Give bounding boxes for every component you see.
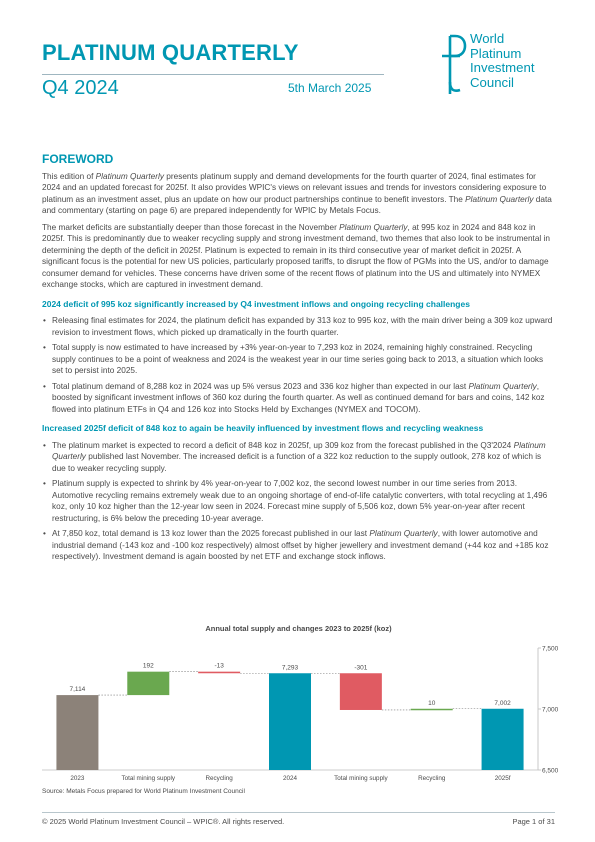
text-run: Total platinum demand of 8,288 koz in 2024 was up 5% versus 2023 and 336 koz higher than expected in our last [52,381,469,391]
main-content [42,154,555,567]
text-run: published last November. The increased deficit is a function of a 322 koz reduction to the supply outlook, 278 koz of which is due to weaker recycling supply. [52,452,542,473]
foreword-paragraph-1 [42,171,555,217]
foreword-heading: FOREWORD [42,152,114,166]
wpic-logo [440,30,570,108]
bar-value-label: 10 [428,699,436,707]
bullet-item: • Platinum supply is expected to shrink by 4% year-on-year to 7,002 koz, the second lowest number in our time series from 2013. Automotive recycling remains extremely weak due to an ongoing shortage of end-of-life catalytic converters, with total recycling at 1,496 koz, only 10 koz higher than the 12-year low seen in 2024. Forecast mine supply of 5,506 koz, down 5% year-on-year after recent restructuring, is 6% below the preceding 10-year average. [42,478,555,524]
logo-line: Council [470,74,514,90]
text-run: data and commentary (starting on page 6) are prepared independently for WPIC by Metals Focus. [42,194,552,215]
bar-value-label: 7,114 [69,686,86,694]
chart-bar [269,673,311,770]
logo-line: Platinum [470,45,522,61]
logo-line: Investment [470,60,535,75]
bullet-item [42,528,555,563]
logo-line: World [470,31,505,46]
platinum-logo-icon [440,30,468,100]
text-run: At 7,850 koz, total demand is 13 koz lower than the 2025 forecast published in our last [52,529,370,538]
chart-plot [42,634,559,794]
text-run: presents platinum supply and demand developments for the fourth quarter of 2024, final estimates for 2024 and an updated forecast for 2025f. It also provides WPIC's views on relevant issues and trends for investors considering exposure to platinum as an investment asset, plus an update on how our product partnerships continue to benefit investors. The [42,171,547,204]
x-tick-label: Total mining supply [121,775,176,782]
bullet-item: • Releasing final estimates for 2024, the platinum deficit has expanded by 313 koz to 995 koz, with the main driver being a 309 koz upward revision to investment flows, which picked up dramatically in the fourth quarter. [42,315,555,338]
page-number: Page 1 of 31 [512,817,555,826]
bullet-list-2025 [42,440,555,563]
logo-wordmark [470,32,535,90]
bar-value-label: 192 [142,662,154,670]
x-tick-label: 2024 [282,775,298,782]
bar-value-label: 7,293 [281,664,299,672]
chart-source: Source: Metals Focus prepared for World Platinum Investment Council [42,788,245,795]
x-tick-label: 2025f [494,775,511,782]
publication-name: Platinum Quarterly [468,381,537,391]
text-run: , at 995 koz in 2024 and 848 koz in 2025f. This is predominantly due to weaker recycling supply and strong investment demand, two themes that also look to be instrumental in determining the depth of the deficit in 2025f. Platinum is expected to remain in its third consecutive year of market deficit in 2025f. A significant focus is the potential for new US policies, particularly proposed tariffs, to disrupt the flow of PGMs into the US, and/or to damage consumer demand for vehicles. These concerns have driven some of the recent flows of platinum into the US and ultimately into NYMEX exchange stocks, which are captured in investment demand. [42,222,550,289]
x-tick-label: Recycling [418,775,446,782]
publication-name: Platinum Quarterly [369,529,438,538]
bullet-item [42,440,555,475]
report-date: 5th March 2025 [288,81,372,95]
publication-name: Platinum Quarterly [95,171,164,181]
chart-bar [340,673,382,710]
supply-waterfall-chart [42,624,559,804]
x-tick-label: Total mining supply [334,775,388,782]
bar-value-label: -13 [214,662,224,670]
chart-bar [198,672,240,674]
y-tick-label: 6,500 [542,767,559,775]
chart-bar [411,709,453,711]
y-tick-label: 7,500 [542,645,559,653]
page-header [42,30,562,110]
x-tick-label: 2023 [70,775,85,782]
bar-value-label: 7,002 [494,699,511,707]
chart-bar [56,695,98,770]
foreword-paragraph-2 [42,222,555,291]
y-tick-label: 7,000 [542,706,559,714]
section-heading-2025: Increased 2025f deficit of 848 koz to again be heavily influenced by investment flows and recycling weakness [42,423,484,433]
publication-name: Platinum Quarterly [339,222,408,232]
text-run: , with lower automotive and industrial demand (-143 koz and -100 koz respectively) almost offset by higher jewellery and investment demand (+44 koz and +185 koz respectively). Investment demand is again boosted by net ETF and exchange stock inflows. [52,529,549,561]
chart-bar [127,672,169,695]
publication-name: Platinum Quarterly [465,194,534,204]
copyright-text: © 2025 World Platinum Investment Council – WPIC®. All rights reserved. [42,817,285,826]
report-quarter: Q4 2024 [42,77,119,99]
page-footer [42,812,555,826]
chart-bar [482,709,524,770]
text-run: The market deficits are substantially deeper than those forecast in the November [42,222,340,232]
text-run: This edition of [42,171,96,181]
report-title: PLATINUM QUARTERLY [42,40,299,65]
x-tick-label: Recycling [205,775,233,782]
header-divider [42,74,384,75]
publication-name: Platinum Quarterly [52,440,546,461]
text-run: , boosted by significant investment inflows of 360 koz during the fourth quarter. As well as continued demand for bars and coins, 142 koz flowed into platinum ETFs in Q4 and 126 koz into Stocks Held by Exchanges (NYMEX and TOCOM). [52,381,545,414]
bullet-list-2024 [42,315,555,415]
chart-title: Annual total supply and changes 2023 to 2025f (koz) [205,624,392,633]
bar-value-label: -301 [354,664,368,672]
bullet-item: • Total supply is now estimated to have increased by +3% year-on-year to 7,293 koz in 2024, remaining highly constrained. Recycling supply continues to be a point of weakness and 2024 is the weakest year in our time series going back to 2013, a situation which looks set to persist into 2025. [42,342,555,377]
text-run: The platinum market is expected to record a deficit of 848 koz in 2025f, up 309 koz from the forecast published in the Q3'2024 [52,440,514,450]
section-heading-2024: 2024 deficit of 995 koz significantly increased by Q4 investment inflows and ongoing recycling challenges [42,298,470,309]
bullet-item [42,381,555,416]
